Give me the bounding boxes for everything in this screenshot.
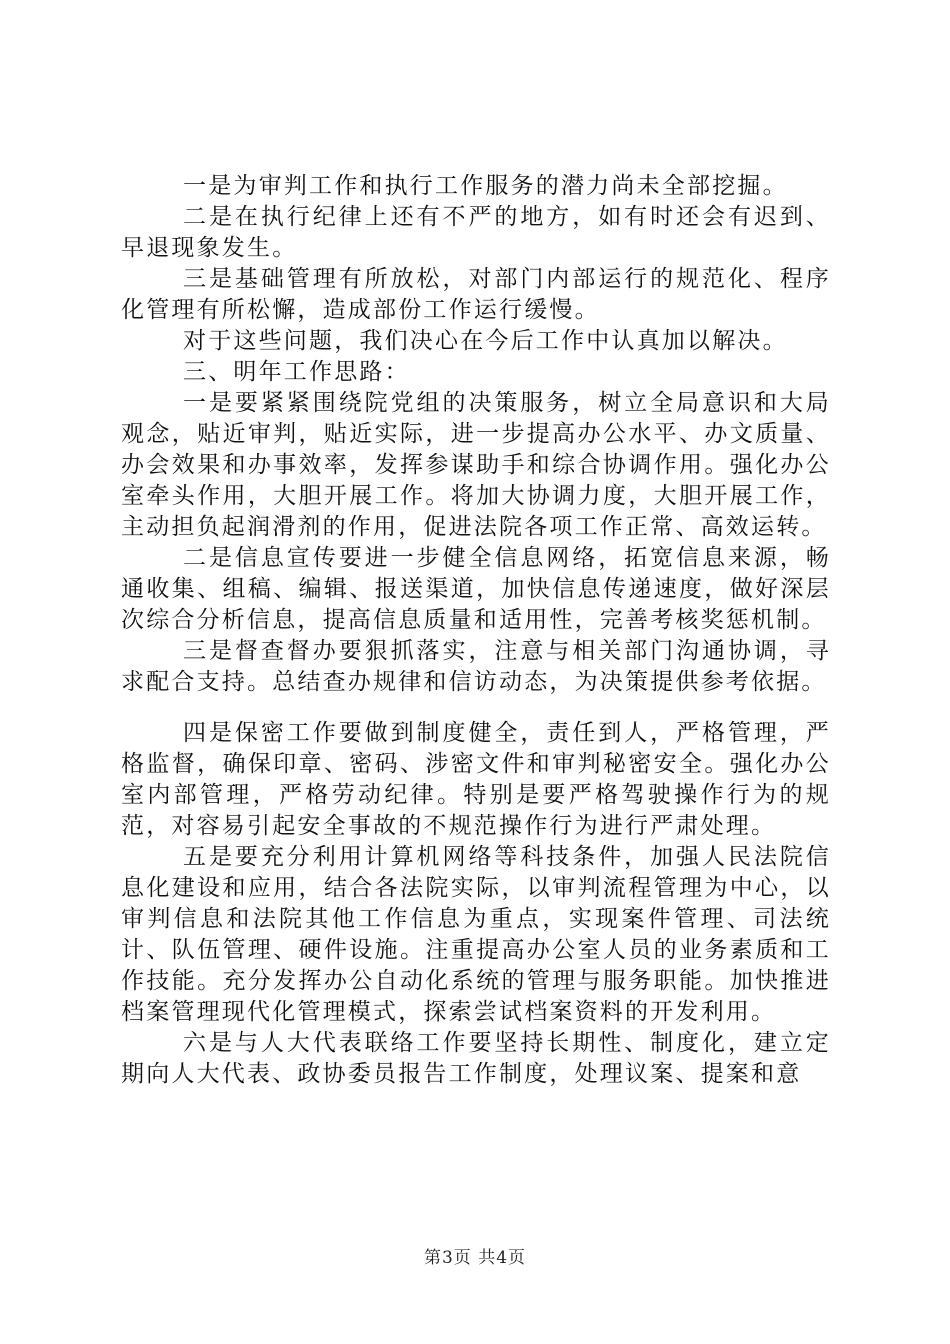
page-number-footer: 第3页 共4页: [423, 1248, 527, 1268]
section-heading: 三、明年工作思路：: [183, 359, 410, 385]
paragraph: 四是保密工作要做到制度健全，责任到人，严格管理，严格监督，确保印章、密码、涉密文件和审判秘密安全。强化办公室内部管理，严格劳动纪律。特别是要严格驾驶操作行为的规范，对容易引起安全事故的不规范操作行为进行严肃处理。: [121, 720, 831, 839]
paragraph: 二是在执行纪律上还有不严的地方，如有时还会有迟到、早退现象发生。: [121, 204, 831, 261]
paragraph: 三是督查督办要狠抓落实，注意与相关部门沟通协调，寻求配合支持。总结查办规律和信访动态，为决策提供参考依据。: [121, 638, 831, 695]
paragraph: 三是基础管理有所放松，对部门内部运行的规范化、程序化管理有所松懈，造成部份工作运行缓慢。: [121, 266, 831, 323]
paragraph: 一是为审判工作和执行工作服务的潜力尚未全部挖掘。: [183, 173, 788, 199]
paragraph: 一是要紧紧围绕院党组的决策服务，树立全局意识和大局观念，贴近审判，贴近实际，进一步提高办公水平、办文质量、办会效果和办事效率，发挥参谋助手和综合协调作用。强化办公室牵头作用，大胆开展工作。将加大协调力度，大胆开展工作，主动担负起润滑剂的作用，促进法院各项工作正常、高效运转。: [121, 390, 831, 540]
paragraph: 六是与人大代表联络工作要坚持长期性、制度化，建立定期向人大代表、政协委员报告工作制度，处理议案、提案和意: [121, 1030, 831, 1087]
paragraph: 二是信息宣传要进一步健全信息网络，拓宽信息来源，畅通收集、组稿、编辑、报送渠道，加快信息传递速度，做好深层次综合分析信息，提高信息质量和适用性，完善考核奖惩机制。: [121, 545, 831, 633]
paragraph: 五是要充分利用计算机网络等科技条件，加强人民法院信息化建设和应用，结合各法院实际，以审判流程管理为中心，以审判信息和法院其他工作信息为重点，实现案件管理、司法统计、队伍管理、硬件设施。注重提高办公室人员的业务素质和工作技能。充分发挥办公自动化系统的管理与服务职能。加快推进档案管理现代化管理模式，探索尝试档案资料的开发利用。: [121, 844, 831, 1025]
document-body: [121, 171, 831, 1090]
paragraph: 对于这些问题，我们决心在今后工作中认真加以解决。: [183, 328, 788, 354]
